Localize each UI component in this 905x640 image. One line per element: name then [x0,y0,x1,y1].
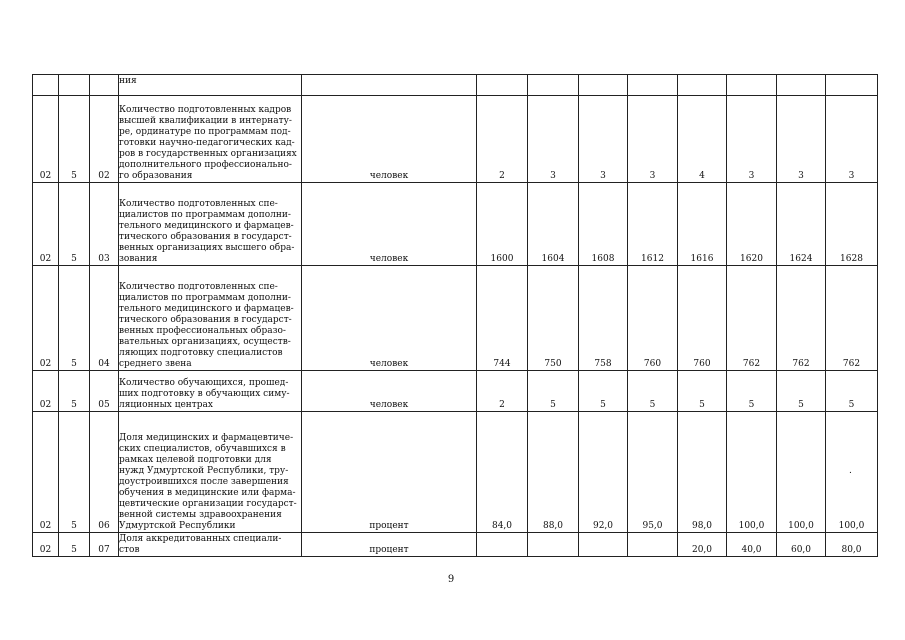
indicator-name-line: вательных организациях, осуществ- [119,337,291,347]
value-cell-7: 5 [777,371,826,412]
value-cell-1: 744 [477,266,528,371]
indicator-name-line: Доля медицинских и фармацевтиче- [119,433,294,443]
value-cell-7: 762 [777,266,826,371]
value-cell-8: 80,0 [826,533,878,557]
subsection-code-cell: 5 [59,96,90,183]
value-cell [777,75,826,96]
value-cell-3 [579,533,628,557]
unit-cell: человек [302,183,477,266]
indicator-name-line: венной системы здравоохранения [119,510,282,520]
indicator-number-cell: 07 [90,533,119,557]
value-cell-2: 88,0 [528,412,579,533]
unit-cell: процент [302,533,477,557]
table-body [33,75,878,557]
indicator-number-cell: 06 [90,412,119,533]
indicator-name-line: тельного медицинского и фармацев- [119,221,294,231]
section-code-cell: 02 [33,371,59,412]
value-cell-8: 5 [826,371,878,412]
value-cell [628,75,678,96]
value-cell-4: 1612 [628,183,678,266]
indicator-name-line: Количество обучающихся, прошед- [119,378,289,388]
value-cell-2: 3 [528,96,579,183]
table-row [33,96,878,183]
subsection-code-cell: 5 [59,412,90,533]
indicator-name-cell [119,183,302,266]
value-cell-5: 20,0 [678,533,727,557]
indicator-name-line: цевтические организации государст- [119,499,297,509]
table-row [33,183,878,266]
value-cell-6: 100,0 [727,412,777,533]
value-cell-1: 2 [477,371,528,412]
indicator-number-cell: 02 [90,96,119,183]
indicator-name-line: нужд Удмуртской Республики, тру- [119,466,289,476]
value-cell-4: 95,0 [628,412,678,533]
indicator-name-line: ре, ординатуре по программам под- [119,127,291,137]
table-row [33,371,878,412]
value-cell-6: 3 [727,96,777,183]
value-cell-2: 5 [528,371,579,412]
indicator-name-line: циалистов по программам дополни- [119,293,291,303]
indicator-name-cell [119,266,302,371]
indicator-name-line: Доля аккредитованных специали- [119,534,282,544]
value-cell-5: 98,0 [678,412,727,533]
indicator-name-line: Удмуртской Республики [119,521,236,531]
subsection-code-cell: 5 [59,266,90,371]
indicator-name-line: дополнительного профессионально- [119,160,292,170]
value-cell-6: 5 [727,371,777,412]
value-cell-4 [628,533,678,557]
value-cell-8: 1628 [826,183,878,266]
value-cell-5: 1616 [678,183,727,266]
indicator-name-line: ших подготовку в обучающих симу- [119,389,290,399]
value-cell-5: 5 [678,371,727,412]
section-code-cell: 02 [33,266,59,371]
indicator-name-line: Количество подготовленных спе- [119,282,278,292]
value-cell-3: 92,0 [579,412,628,533]
value-cell-8: 100,0 [826,412,878,533]
value-cell-6: 1620 [727,183,777,266]
value-cell-8: 762 [826,266,878,371]
value-cell-2: 750 [528,266,579,371]
table-row-continuation [33,75,878,96]
table-row [33,533,878,557]
value-cell-7: 1624 [777,183,826,266]
value-cell-3: 5 [579,371,628,412]
value-cell-6: 40,0 [727,533,777,557]
value-cell-8: 3 [826,96,878,183]
value-cell [826,75,878,96]
indicator-name-line: готовки научно-педагогических кад- [119,138,295,148]
section-code-cell: 02 [33,183,59,266]
value-cell-3: 3 [579,96,628,183]
section-code-cell: 02 [33,96,59,183]
indicator-name-cell [119,533,302,557]
indicator-number-cell: 05 [90,371,119,412]
indicator-name-line: венных профессиональных образо- [119,326,286,336]
unit-cell: человек [302,266,477,371]
value-cell-2 [528,533,579,557]
indicator-name-line: рамках целевой подготовки для [119,455,272,465]
indicator-name-line: Количество подготовленных спе- [119,199,278,209]
value-cell-1 [477,533,528,557]
value-cell-5: 4 [678,96,727,183]
subsection-code-cell: 5 [59,183,90,266]
indicator-name-line: тического образования в государст- [119,232,292,242]
value-cell-7: 60,0 [777,533,826,557]
indicator-name-line: венных организациях высшего обра- [119,243,295,253]
indicator-name-line: ляционных центрах [119,400,213,410]
unit-cell: процент [302,412,477,533]
indicator-name-cell [119,96,302,183]
value-cell [579,75,628,96]
value-cell-1: 84,0 [477,412,528,533]
indicator-name-cell [119,371,302,412]
indicator-name-line: циалистов по программам дополни- [119,210,291,220]
value-cell-4: 760 [628,266,678,371]
indicator-name-line: зования [119,254,158,264]
subsection-code-cell: 5 [59,533,90,557]
value-cell-7: 3 [777,96,826,183]
value-cell-1: 2 [477,96,528,183]
value-cell-4: 5 [628,371,678,412]
indicator-name-line: доустроившихся после завершения [119,477,289,487]
section-code-cell: 02 [33,533,59,557]
indicator-name-line: тического образования в государст- [119,315,292,325]
indicator-name-cell: ния [119,75,302,96]
indicator-name-cell [119,412,302,533]
indicator-name-line: обучения в медицинские или фарма- [119,488,296,498]
value-cell-4: 3 [628,96,678,183]
indicator-number-cell: 04 [90,266,119,371]
value-cell-3: 1608 [579,183,628,266]
value-cell [528,75,579,96]
indicator-name-line: ских специалистов, обучавшихся в [119,444,286,454]
table-row [33,412,878,533]
indicator-name-line: ров в государственных организациях [119,149,297,159]
value-cell-3: 758 [579,266,628,371]
section-code-cell: 02 [33,412,59,533]
cell-sec [33,75,59,96]
value-cell [477,75,528,96]
indicator-name-line: высшей квалификации в интернату- [119,116,292,126]
unit-cell [302,75,477,96]
table-row [33,266,878,371]
unit-cell: человек [302,371,477,412]
cell-num [90,75,119,96]
cell-sub [59,75,90,96]
indicators-table [32,74,878,557]
unit-cell: человек [302,96,477,183]
page-number: 9 [447,574,455,585]
value-cell-5: 760 [678,266,727,371]
indicator-name-line: Количество подготовленных кадров [119,105,292,115]
stray-mark: . [849,466,852,476]
value-cell-2: 1604 [528,183,579,266]
indicator-number-cell: 03 [90,183,119,266]
value-cell [727,75,777,96]
subsection-code-cell: 5 [59,371,90,412]
indicator-name-line: стов [119,545,140,555]
indicator-name-line: ляющих подготовку специалистов [119,348,283,358]
value-cell-6: 762 [727,266,777,371]
value-cell-1: 1600 [477,183,528,266]
indicator-name-line: тельного медицинского и фармацев- [119,304,294,314]
indicator-name-line: го образования [119,171,193,181]
value-cell-7: 100,0 [777,412,826,533]
indicator-name-line: среднего звена [119,359,192,369]
value-cell [678,75,727,96]
